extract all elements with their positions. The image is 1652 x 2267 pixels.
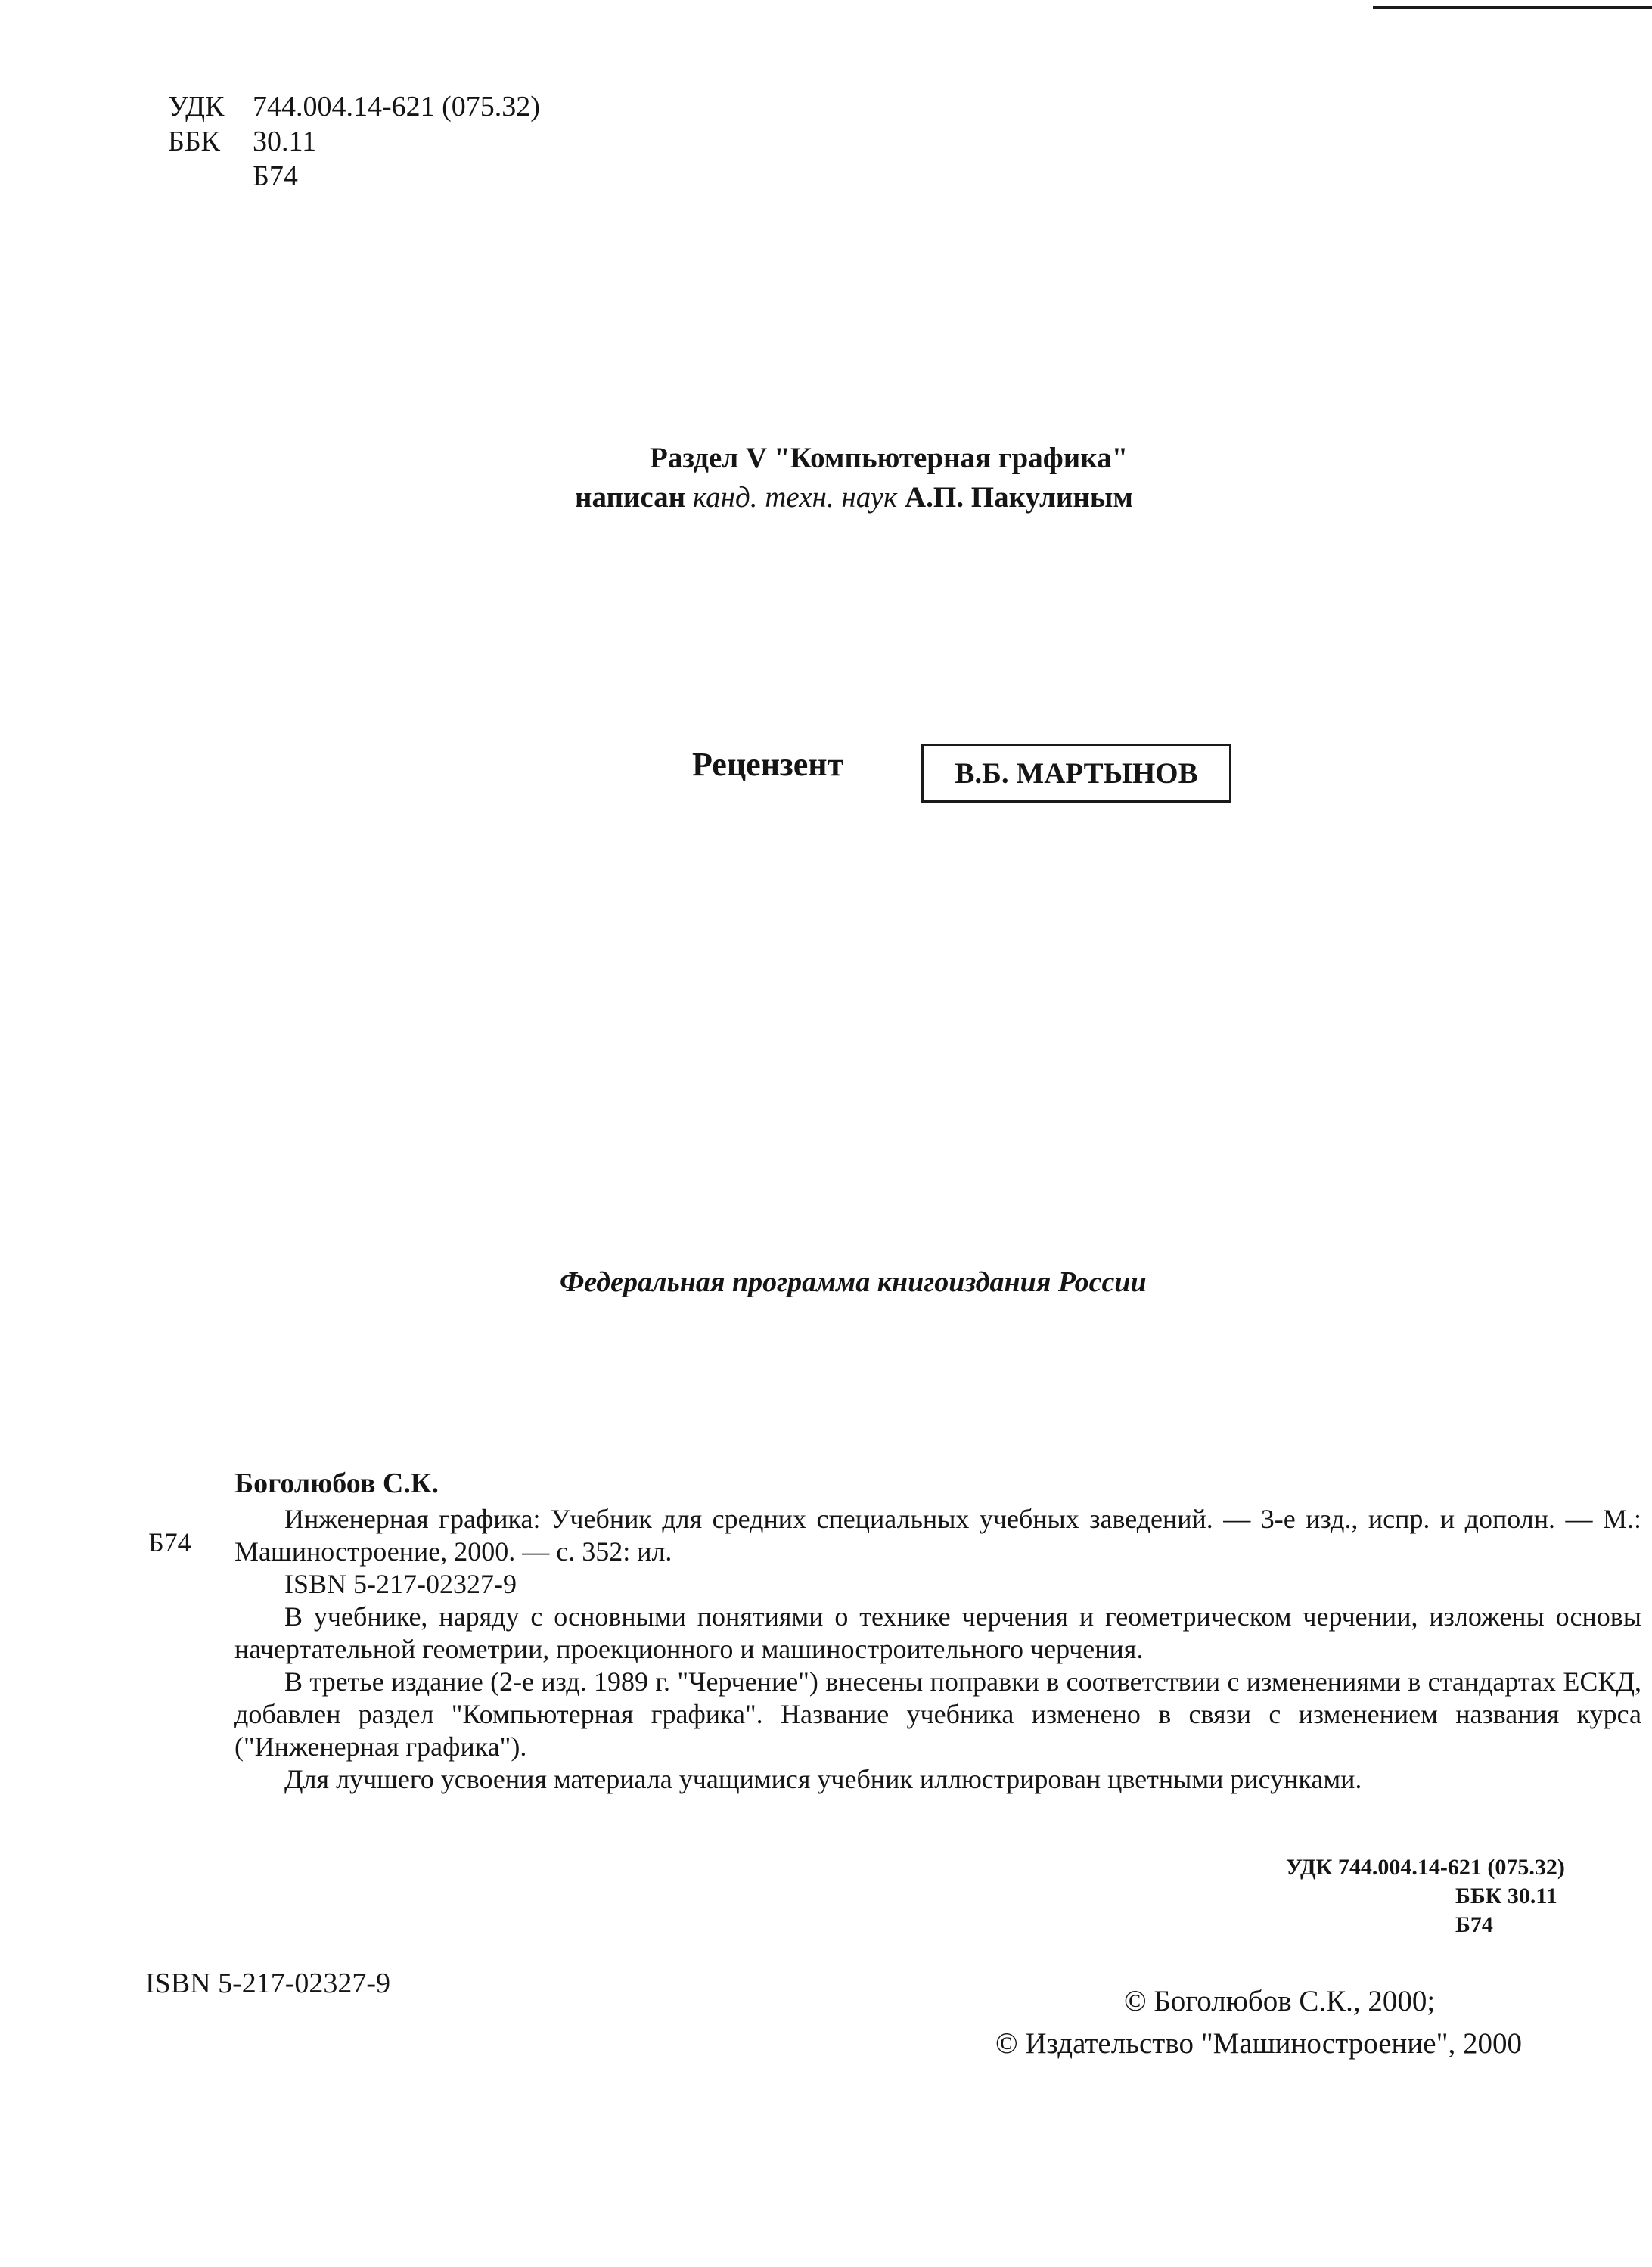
book-isbn: ISBN 5-217-02327-9 bbox=[284, 1569, 517, 1599]
reviewer-label: Рецензент bbox=[692, 746, 844, 783]
author-sign: Б74 bbox=[253, 160, 298, 192]
top-edge-rule bbox=[1373, 6, 1652, 9]
abstract-paragraph-3: Для лучшего усвоения материала учащимися учебник иллюстрирован цветными рисунками. bbox=[284, 1764, 1362, 1794]
federal-program-note: Федеральная программа книгоиздания России bbox=[560, 1266, 1147, 1298]
footer-udk: УДК 744.004.14-621 (075.32) bbox=[1286, 1855, 1565, 1880]
abstract-paragraph-2: В третье издание (2-е изд. 1989 г. "Черчение") внесены поправки в соответствии с изменениями в стандартах ЕСКД, добавлен раздел "Компьютерная графика". Название учебника изменено в связи с изменением названия курса ("Инженерная графика"). bbox=[234, 1666, 1641, 1762]
footer-author-sign: Б74 bbox=[1455, 1912, 1493, 1937]
footer-classification-codes bbox=[1286, 1853, 1565, 1939]
footer-bbk: ББК 30.11 bbox=[1455, 1883, 1557, 1908]
isbn: ISBN 5-217-02327-9 bbox=[145, 1967, 391, 1999]
bbk-value: 30.11 bbox=[253, 126, 317, 157]
copyright-author: © Боголюбов С.К., 2000; bbox=[1124, 1985, 1436, 2017]
classification-codes bbox=[168, 89, 540, 194]
academic-degree: канд. техн. наук bbox=[692, 481, 898, 514]
abstract-paragraph-1: В учебнике, наряду с основными понятиями о технике черчения и геометрическом черчении, изложены основы начертательной геометрии, проекционного и машиностроительного черчения. bbox=[234, 1601, 1641, 1664]
book-description: Инженерная графика: Учебник для средних специальных учебных заведений. — 3-е изд., испр. и дополн. — М.: Машиностроение, 2000. — с. 352: ил. bbox=[234, 1504, 1641, 1567]
bbk-label: ББК bbox=[168, 126, 220, 157]
udk-value: 744.004.14-621 (075.32) bbox=[253, 91, 540, 123]
reviewer-name: В.Б. МАРТЫНОВ bbox=[955, 756, 1198, 790]
section-author: А.П. Пакулиным bbox=[905, 481, 1133, 514]
copyright-block bbox=[995, 1980, 1522, 2065]
written-by: написан bbox=[575, 481, 686, 514]
book-author: Боголюбов С.К. bbox=[234, 1467, 439, 1499]
bibliographic-record bbox=[234, 1467, 1641, 1796]
biblio-author-sign: Б74 bbox=[148, 1527, 191, 1557]
section-authorship-note bbox=[575, 439, 1133, 517]
section-title: Раздел V "Компьютерная графика" bbox=[650, 442, 1129, 474]
udk-label: УДК bbox=[168, 91, 225, 123]
reviewer-name-box bbox=[921, 744, 1231, 803]
copyright-publisher: © Издательство "Машиностроение", 2000 bbox=[995, 2027, 1522, 2060]
